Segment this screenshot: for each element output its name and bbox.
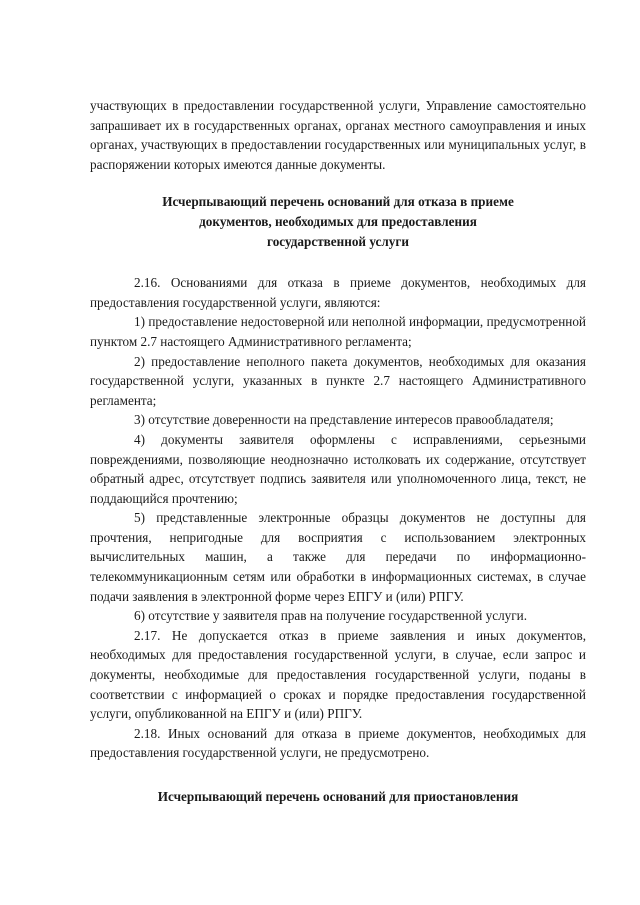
- list-item-1: 1) предоставление недостоверной или неполной информации, предусмотренной пунктом 2.7 настоящего Административного регламента;: [90, 314, 586, 349]
- section-heading-suspension: [90, 787, 586, 807]
- heading-line: государственной услуги: [267, 233, 409, 249]
- list-item-2: 2) предоставление неполного пакета документов, необходимых для оказания государственной услуги, указанных в пункте 2.7 настоящего Административного регламента;: [90, 353, 586, 408]
- list-item-5: 5) представленные электронные образцы документов не доступны для прочтения, непригодные для восприятия с использованием электронных вычислительных машин, а также для передачи по информационно-телекоммуникационным сетям или обработки в информационных системах, в случае подачи заявления в электронной форме через ЕПГУ и (или) РПГУ.: [90, 510, 586, 604]
- heading-line: документов, необходимых для предоставления: [199, 213, 477, 229]
- list-item-3: 3) отсутствие доверенности на представление интересов правообладателя;: [134, 412, 554, 428]
- paragraph-2-17: 2.17. Не допускается отказ в приеме заявления и иных документов, необходимых для предоставления государственной услуги, в случае, если запрос и документы, необходимые для предоставления государственной услуги, поданы в соответствии с информацией о сроках и порядке предоставления государственной услуги, опубликованной на ЕПГУ и (или) РПГУ.: [90, 627, 586, 722]
- list-item-4: 4) документы заявителя оформлены с исправлениями, серьезными повреждениями, позволяющие неоднозначно истолковать их содержание, отсутствует обратный адрес, отсутствует подпись заявителя или уполномоченного лица, текст, не поддающийся прочтению;: [90, 431, 586, 506]
- paragraph-2-18: 2.18. Иных оснований для отказа в приеме документов, необходимых для предоставления государственной услуги, не предусмотрено.: [90, 725, 586, 761]
- paragraph-continuation: участвующих в предоставлении государственной услуги, Управление самостоятельно запрашивает их в государственных органах, органах местного самоуправления и иных органах, участвующих в предоставлении государственных или муниципальных услуг, в распоряжении которых имеются данные документы.: [90, 98, 586, 172]
- section-heading-refusal: [90, 192, 586, 251]
- list-item-6: 6) отсутствие у заявителя прав на получение государственной услуги.: [134, 608, 528, 624]
- heading-line: Исчерпывающий перечень оснований для приостановления: [157, 789, 519, 804]
- document-body: [90, 96, 586, 807]
- paragraph-2-16: 2.16. Основаниями для отказа в приеме документов, необходимых для предоставления государственной услуги, являются:: [90, 275, 586, 310]
- heading-line: Исчерпывающий перечень оснований для отказа в приеме: [162, 194, 514, 210]
